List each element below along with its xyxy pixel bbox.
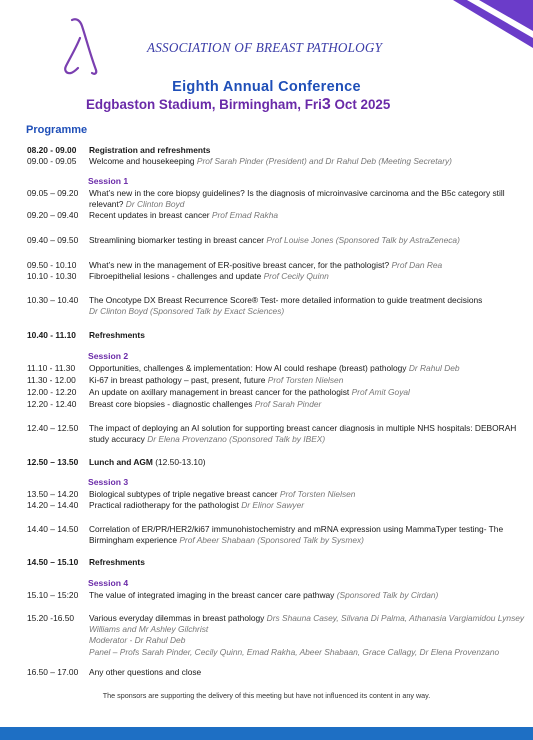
row-time: 13.50 – 14.20: [27, 489, 79, 499]
venue-day: 3: [321, 96, 331, 113]
sponsor-disclaimer: The sponsors are supporting the delivery of this meeting but have not influenced its content in any way.: [102, 691, 431, 700]
row-time: 15.20 -16.50: [27, 613, 75, 623]
row-time: 12.00 - 12.20: [27, 387, 77, 397]
row-title: The value of integrated imaging in the breast cancer care pathway: [89, 590, 335, 600]
row-time: 12.20 - 12.40: [27, 399, 77, 409]
row-title: Opportunities, challenges & implementation: How AI could reshape (breast) pathology: [89, 363, 407, 373]
row-speaker: Dr Clinton Boyd (Sponsored Talk by Exact Sciences): [89, 306, 285, 317]
row-time: 11.30 - 12.00: [27, 375, 76, 385]
session-heading: Session 2: [88, 351, 129, 361]
venue-prefix: Edgbaston Stadium, Birmingham, Fri: [86, 97, 322, 112]
row-time: 08.20 - 09.00: [27, 145, 77, 155]
row-speaker: Dr Elena Provenzano (Sponsored Talk by IBEX): [147, 434, 326, 445]
row-title: Various everyday dilemmas in breast pathology: [89, 613, 265, 623]
venue-suffix: Oct 2025: [334, 97, 391, 112]
row-time: 09.50 - 10.10: [27, 260, 77, 270]
row-title: Biological subtypes of triple negative breast cancer: [89, 489, 278, 499]
row-speaker: Dr Rahul Deb: [408, 363, 460, 373]
row-time: 09.00 - 09.05: [27, 156, 77, 166]
row-speaker: Dr Clinton Boyd: [125, 199, 185, 210]
row-title: Refreshments: [89, 557, 145, 567]
organisation-name: ASSOCIATION OF BREAST PATHOLOGY: [147, 40, 383, 55]
row-speaker: Prof Emad Rakha: [211, 210, 279, 220]
row-title: Any other questions and close: [89, 667, 202, 677]
row-title: The impact of deploying an AI solution for supporting breast cancer diagnosis in multiple NHS hospitals: DEBORAH study accuracy: [89, 423, 517, 445]
row-time: 15.10 – 15:20: [27, 590, 79, 600]
row-time: 09.20 – 09.40: [27, 210, 79, 220]
row-speaker: (Sponsored Talk by Cirdan): [336, 590, 439, 600]
row-time: 12.40 – 12.50: [27, 423, 79, 433]
row-title: Refreshments: [89, 330, 145, 340]
row-title: Correlation of ER/PR/HER2/ki67 immunohistochemistry and mRNA expression using MammaTyper testing- The Birmingham experience: [89, 524, 504, 546]
row-title: Registration and refreshments: [89, 145, 211, 155]
row-panel: Panel – Profs Sarah Pinder, Cecily Quinn, Emad Rakha, Abeer Shabaan, Grace Callagy, Dr Elena Provenzano: [89, 646, 500, 657]
row-moderator: Moderator - Dr Rahul Deb: [89, 635, 186, 646]
row-title: Ki-67 in breast pathology – past, present, future: [89, 375, 266, 385]
row-title: Recent updates in breast cancer: [89, 210, 210, 220]
row-time: 14.50 – 15.10: [27, 557, 79, 567]
row-speaker: Prof Cecily Quinn: [263, 271, 329, 281]
row-time: 09.05 – 09.20: [27, 188, 79, 198]
row-time: 11.10 - 11.30: [27, 363, 76, 373]
row-speaker: Dr Elinor Sawyer: [241, 500, 305, 510]
row-speaker: Drs Shauna Casey, Silvana Di Palma, Athanasia Vargiamidou Lynsey Williams and Mr Ashley Gilchrist: [89, 613, 525, 635]
row-time: 14.40 – 14.50: [27, 524, 79, 534]
session-heading: Session 4: [88, 578, 129, 588]
programme-heading: Programme: [26, 124, 88, 136]
row-time: 10.10 - 10.30: [27, 271, 77, 281]
row-speaker: Prof Dan Rea: [391, 260, 443, 270]
row-title: Welcome and housekeeping: [89, 156, 195, 166]
row-speaker: Prof Sarah Pinder (President) and Dr Rahul Deb (Meeting Secretary): [196, 156, 452, 166]
row-time: 12.50 – 13.50: [27, 457, 79, 467]
session-heading: Session 1: [88, 176, 129, 186]
row-time: 16.50 – 17.00: [27, 667, 79, 677]
lambda-logo-icon: [58, 14, 102, 78]
row-title: An update on axillary management in breast cancer for the pathologist: [89, 387, 350, 397]
row-title: What’s new in the management of ER-positive breast cancer, for the pathologist?: [89, 260, 390, 270]
row-speaker: Prof Torsten Nielsen: [267, 375, 344, 385]
session-heading: Session 3: [88, 477, 129, 487]
row-speaker: Prof Amit Goyal: [351, 387, 410, 397]
row-title: Streamlining biomarker testing in breast cancer: [89, 235, 265, 245]
row-time: 14.20 – 14.40: [27, 500, 79, 510]
row-speaker: Prof Louise Jones (Sponsored Talk by AstraZeneca): [266, 235, 460, 245]
conference-title: Eighth Annual Conference: [172, 79, 361, 95]
row-speaker: Prof Abeer Shabaan (Sponsored Talk by Sysmex): [179, 535, 364, 546]
row-speaker: Prof Torsten Nielsen: [279, 489, 356, 499]
row-time: 10.30 – 10.40: [27, 295, 79, 305]
row-time: 09.40 – 09.50: [27, 235, 79, 245]
footer-bar: [0, 727, 533, 740]
row-title: What’s new in the core biopsy guidelines? Is the diagnosis of microinvasive carcinoma and the B5c category still relevant?: [89, 188, 505, 210]
venue-line: [86, 96, 390, 114]
row-title: Fibroepithelial lesions - challenges and update: [89, 271, 262, 281]
row-title: The Oncotype DX Breast Recurrence Score® Test- more detailed information to guide treatment decisions: [89, 295, 483, 305]
row-title-extra: (12.50-13.10): [155, 457, 206, 467]
corner-ribbon-decoration: [423, 0, 533, 60]
row-speaker: Prof Sarah Pinder: [254, 399, 322, 409]
row-time: 10.40 - 11.10: [27, 330, 76, 340]
row-title: Breast core biopsies - diagnostic challenges: [89, 399, 253, 409]
row-title: Lunch and AGM: [89, 457, 153, 467]
row-title: Practical radiotherapy for the pathologist: [89, 500, 239, 510]
